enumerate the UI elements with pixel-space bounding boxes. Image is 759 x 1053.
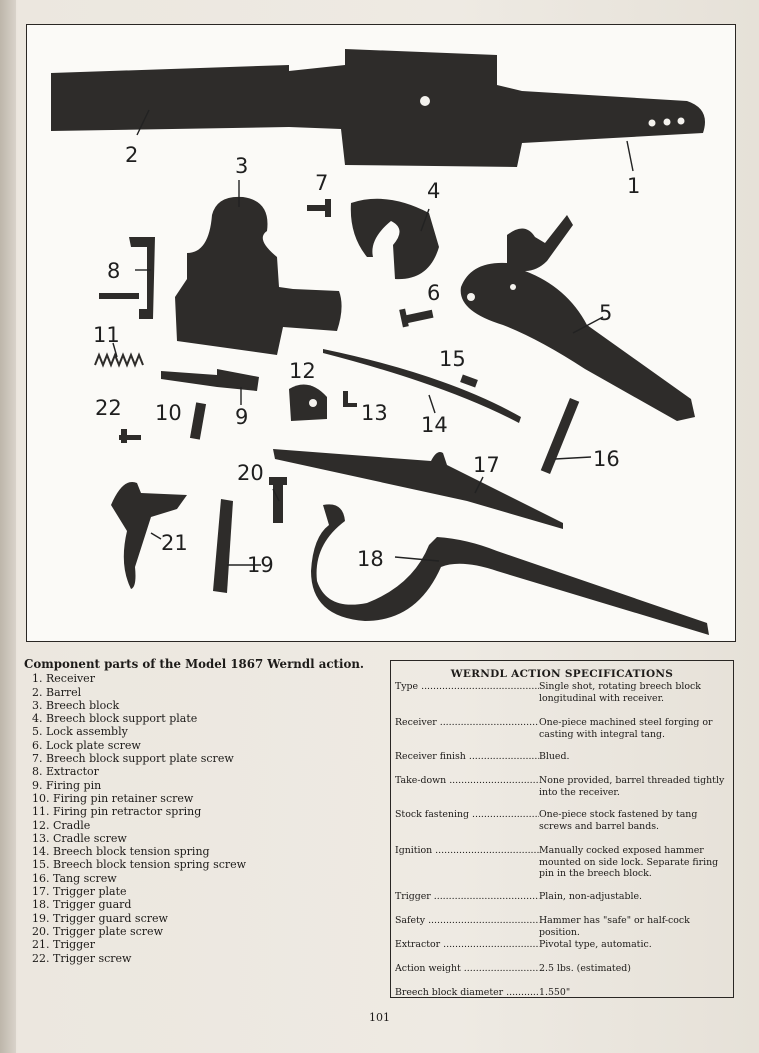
part-label-12: 12	[289, 359, 316, 383]
spec-title: WERNDL ACTION SPECIFICATIONS	[450, 668, 674, 680]
part-label-7: 7	[315, 171, 329, 195]
spec-value: Single shot, rotating breech block longitudinal with receiver.	[539, 681, 701, 704]
parts-list-item: 20. Trigger plate screw	[32, 924, 163, 938]
part-label-19: 19	[247, 553, 274, 577]
parts-caption	[24, 658, 374, 965]
part-label-4: 4	[427, 179, 441, 203]
part-retractor-spring	[95, 355, 143, 365]
spec-key: Trigger .....	[395, 891, 539, 903]
parts-list-item: 12. Cradle	[32, 818, 91, 832]
part-label-16: 16	[593, 447, 620, 471]
parts-list-item: 19. Trigger guard screw	[32, 911, 168, 925]
parts-list-item: 10. Firing pin retainer screw	[32, 791, 194, 805]
parts-list-item: 18. Trigger guard	[32, 898, 132, 912]
page-number: 101	[369, 1011, 390, 1024]
part-extractor	[129, 237, 155, 319]
parts-list-item: 11. Firing pin retractor spring	[32, 805, 202, 819]
spec-key: Ignition .....	[395, 845, 539, 857]
part-label-5: 5	[599, 301, 613, 325]
parts-list	[24, 672, 374, 965]
spec-key: Breech block diameter .....	[395, 987, 539, 999]
part-barrel	[51, 65, 289, 131]
part-label-17: 17	[473, 453, 500, 477]
spec-value: 1.550"	[539, 987, 571, 998]
part-label-11: 11	[93, 323, 120, 347]
part-label-8: 8	[107, 259, 121, 283]
parts-list-item: 7. Breech block support plate screw	[32, 752, 234, 766]
spec-value: Blued.	[539, 751, 570, 762]
spec-key: Receiver .....	[395, 717, 539, 729]
spec-key: Take-down .....	[395, 775, 539, 787]
spec-key: Receiver finish .....	[395, 751, 539, 763]
spec-value: Plain, non-adjustable.	[539, 891, 643, 902]
part-support-plate-screw	[307, 205, 327, 211]
part-label-13: 13	[361, 401, 388, 425]
part-retainer-screw	[190, 402, 206, 439]
previous-page-edge	[0, 0, 16, 1053]
parts-list-item: 16. Tang screw	[32, 871, 117, 885]
parts-list-item: 14. Breech block tension spring	[32, 845, 210, 859]
spec-value: None provided, barrel threaded tightly into the receiver.	[539, 775, 725, 798]
spec-value: Manually cocked exposed hammer mounted on side lock. Separate firing pin in the breech block.	[539, 845, 719, 879]
part-trigger-plate	[273, 449, 563, 529]
part-label-3: 3	[235, 154, 249, 178]
part-label-6: 6	[427, 281, 441, 305]
part-tension-spring	[323, 349, 521, 423]
spec-value: One-piece stock fastened by tang screws and barrel bands.	[539, 809, 698, 832]
part-label-9: 9	[235, 405, 249, 429]
part-receiver	[289, 49, 705, 167]
part-label-18: 18	[357, 547, 384, 571]
part-label-2: 2	[125, 143, 139, 167]
part-label-10: 10	[155, 401, 182, 425]
parts-list-item: 9. Firing pin	[32, 778, 102, 792]
part-label-21: 21	[161, 531, 188, 555]
spec-key: Type .....	[395, 681, 539, 693]
part-tang-screw	[541, 398, 579, 474]
spec-value: Hammer has "safe" or half-cock position.	[539, 915, 690, 938]
parts-list-item: 2. Barrel	[32, 685, 82, 699]
part-lock-assembly	[461, 215, 695, 421]
parts-list-item: 6. Lock plate screw	[32, 738, 141, 752]
part-firing-pin	[161, 369, 259, 391]
part-label-20: 20	[237, 461, 264, 485]
spec-key: Extractor .....	[395, 939, 539, 951]
parts-photograph	[26, 24, 736, 642]
parts-list-item: 15. Breech block tension spring screw	[32, 858, 247, 872]
parts-list-item: 4. Breech block support plate	[32, 712, 198, 726]
part-cradle	[289, 385, 327, 422]
spec-value: 2.5 lbs. (estimated)	[539, 963, 631, 974]
parts-list-item: 22. Trigger screw	[32, 951, 132, 965]
part-label-1: 1	[627, 174, 641, 198]
spec-key: Action weight .....	[395, 963, 539, 975]
part-label-14: 14	[421, 413, 448, 437]
part-guard-screw	[213, 499, 233, 593]
part-label-15: 15	[439, 347, 466, 371]
parts-list-item: 8. Extractor	[32, 765, 99, 779]
part-tension-spring-screw	[460, 375, 478, 388]
parts-list-item: 3. Breech block	[32, 698, 120, 712]
part-support-plate	[351, 199, 439, 279]
part-breech-block	[175, 197, 342, 355]
part-cradle-screw	[343, 391, 348, 405]
parts-list-item: 13. Cradle screw	[32, 831, 127, 845]
parts-list-item: 17. Trigger plate	[32, 885, 127, 899]
spec-key: Safety .....	[395, 915, 539, 927]
parts-list-item: 1. Receiver	[32, 672, 95, 686]
parts-list-item: 21. Trigger	[32, 938, 95, 952]
parts-list-item: 5. Lock assembly	[32, 725, 128, 739]
spec-value: Pivotal type, automatic.	[539, 939, 652, 950]
specifications-box	[390, 660, 734, 998]
caption-title: Component parts of the Model 1867 Werndl action.	[24, 657, 365, 671]
spec-key: Stock fastening .....	[395, 809, 539, 821]
spec-value: One-piece machined steel forging or casting with integral tang.	[539, 717, 713, 740]
part-label-22: 22	[95, 396, 122, 420]
